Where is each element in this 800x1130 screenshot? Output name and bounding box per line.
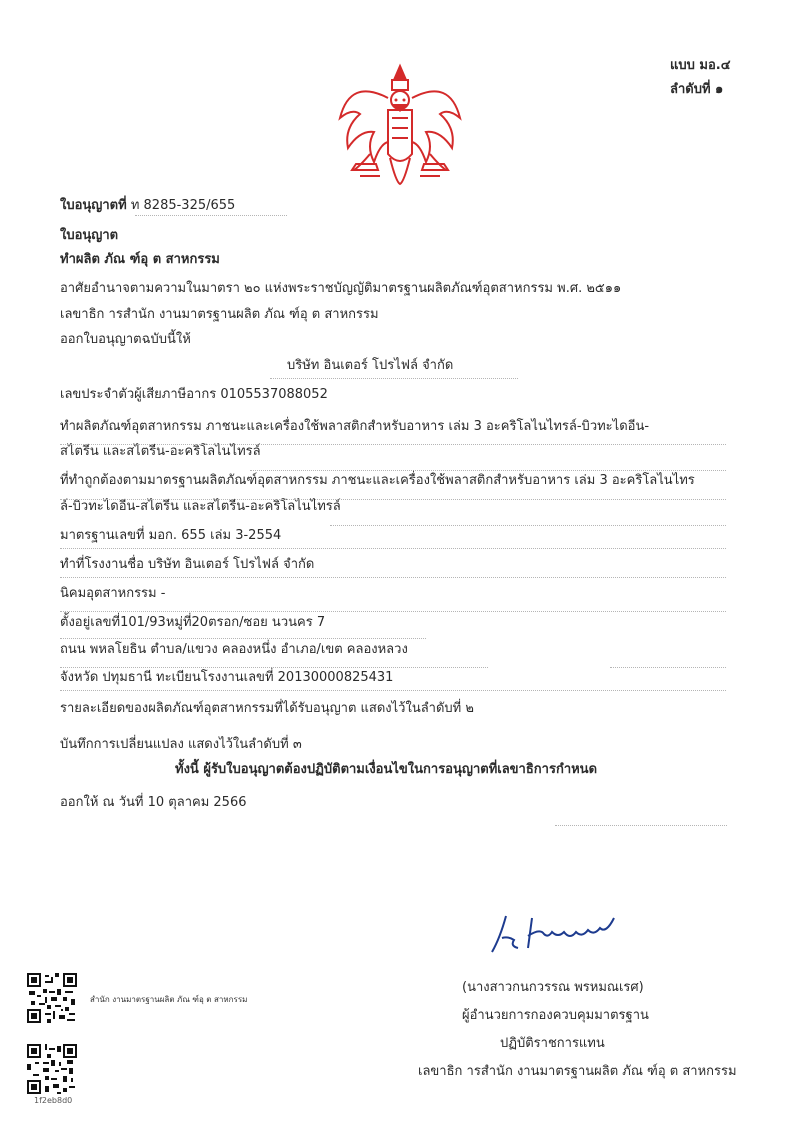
signatory-position: ผู้อำนวยการกองควบคุมมาตรฐาน <box>462 1008 649 1023</box>
dotted-line <box>60 577 726 578</box>
qr-code-secondary <box>27 1044 77 1094</box>
license-number-label: ใบอนุญาตที่ <box>60 198 127 213</box>
product-details-reference: รายละเอียดของผลิตภัณฑ์อุตสาหกรรมที่ได้รับอนุญาต แสดงไว้ในลำดับที่ ๒ <box>60 701 474 716</box>
license-number-value: ท 8285-325/655 <box>130 198 236 213</box>
dotted-line <box>135 215 287 216</box>
address-line-1: ตั้งอยู่เลขที่101/93หมู่ที่20ตรอก/ซอย นวนคร 7 <box>60 615 326 630</box>
company-name: บริษัท อินเตอร์ โปรไฟล์ จำกัด <box>287 358 454 373</box>
industrial-estate: นิคมอุตสาหกรรม - <box>60 586 166 601</box>
dotted-line <box>330 525 726 526</box>
dotted-line <box>610 667 726 668</box>
standard-line-2: ล์-บิวทะไดอีน-สไตรีน และสไตรีน-อะคริโลไนไทรล์ <box>60 499 341 514</box>
license-subheading: ทำผลิต ภัณ ฑ์อุ ต สาหกรรม <box>60 252 220 267</box>
product-line-1: ทำผลิตภัณฑ์อุตสาหกรรม ภาชนะและเครื่องใช้พลาสติกสำหรับอาหาร เล่ม 3 อะคริโลไนไทรล์-บิวทะไดอีน- <box>60 419 650 434</box>
product-line-2: สไตรีน และสไตรีน-อะคริโลไนไทรล์ <box>60 444 261 459</box>
dotted-line <box>60 548 726 549</box>
secretary-general-title: เลขาธิก ารสำนัก งานมาตรฐานผลิต ภัณ ฑ์อุ ต สาหกรรม <box>418 1064 737 1079</box>
standard-number: มาตรฐานเลขที่ มอก. 655 เล่ม 3-2554 <box>60 528 282 543</box>
license-number-row <box>60 194 235 215</box>
change-record-reference: บันทึกการเปลี่ยนแปลง แสดงไว้ในลำดับที่ ๓ <box>60 737 302 752</box>
garuda-emblem <box>330 58 470 190</box>
acting-on-behalf: ปฏิบัติราชการแทน <box>500 1036 605 1051</box>
dotted-line <box>60 499 726 500</box>
signature-image <box>488 908 628 958</box>
factory-name: ทำที่โรงงานชื่อ บริษัท อินเตอร์ โปรไฟล์ จำกัด <box>60 557 315 572</box>
address-line-3: จังหวัด ปทุมธานี ทะเบียนโรงงานเลขที่ 20130000825431 <box>60 670 394 685</box>
dotted-line <box>60 690 726 691</box>
tax-id: เลขประจำตัวผู้เสียภาษีอากร 0105537088052 <box>60 387 328 402</box>
issue-to-text: ออกใบอนุญาตฉบับนี้ให้ <box>60 332 191 347</box>
qr-code <box>27 973 77 1023</box>
signatory-name: (นางสาวกนกวรรณ พรหมณเรศ) <box>462 980 644 995</box>
standard-line-1: ที่ทำถูกต้องตามมาตรฐานผลิตภัณฑ์อุตสาหกรรม ภาชนะและเครื่องใช้พลาสติกสำหรับอาหาร เล่ม 3 อะคริโลไนไทร <box>60 473 695 488</box>
license-heading: ใบอนุญาต <box>60 228 119 243</box>
dotted-line <box>60 444 726 445</box>
license-condition: ทั้งนี้ ผู้รับใบอนุญาตต้องปฏิบัติตามเงื่อนไขในการอนุญาตที่เลขาธิการกำหนด <box>175 762 598 777</box>
qr-caption: สำนัก งานมาตรฐานผลิต ภัณ ฑ์อุ ต สาหกรรม <box>90 995 248 1004</box>
dotted-line <box>555 825 727 826</box>
form-sequence: ลำดับที่ ๑ <box>670 82 724 97</box>
issue-date: ออกให้ ณ วันที่ 10 ตุลาคม 2566 <box>60 795 247 810</box>
document-code: 1f2eb8d0 <box>34 1096 73 1105</box>
form-code: แบบ มอ.๔ <box>670 58 731 73</box>
dotted-line <box>270 378 518 379</box>
authority-text: อาศัยอำนาจตามความในมาตรา ๒๐ แห่งพระราชบัญญัติมาตรฐานผลิตภัณฑ์อุตสาหกรรม พ.ศ. ๒๕๑๑ <box>60 281 622 296</box>
address-line-2: ถนน พหลโยธิน ตำบล/แขวง คลองหนึ่ง อำเภอ/เขต คลองหลวง <box>60 642 408 657</box>
secretary-text: เลขาธิก ารสำนัก งานมาตรฐานผลิต ภัณ ฑ์อุ ต สาหกรรม <box>60 307 379 322</box>
